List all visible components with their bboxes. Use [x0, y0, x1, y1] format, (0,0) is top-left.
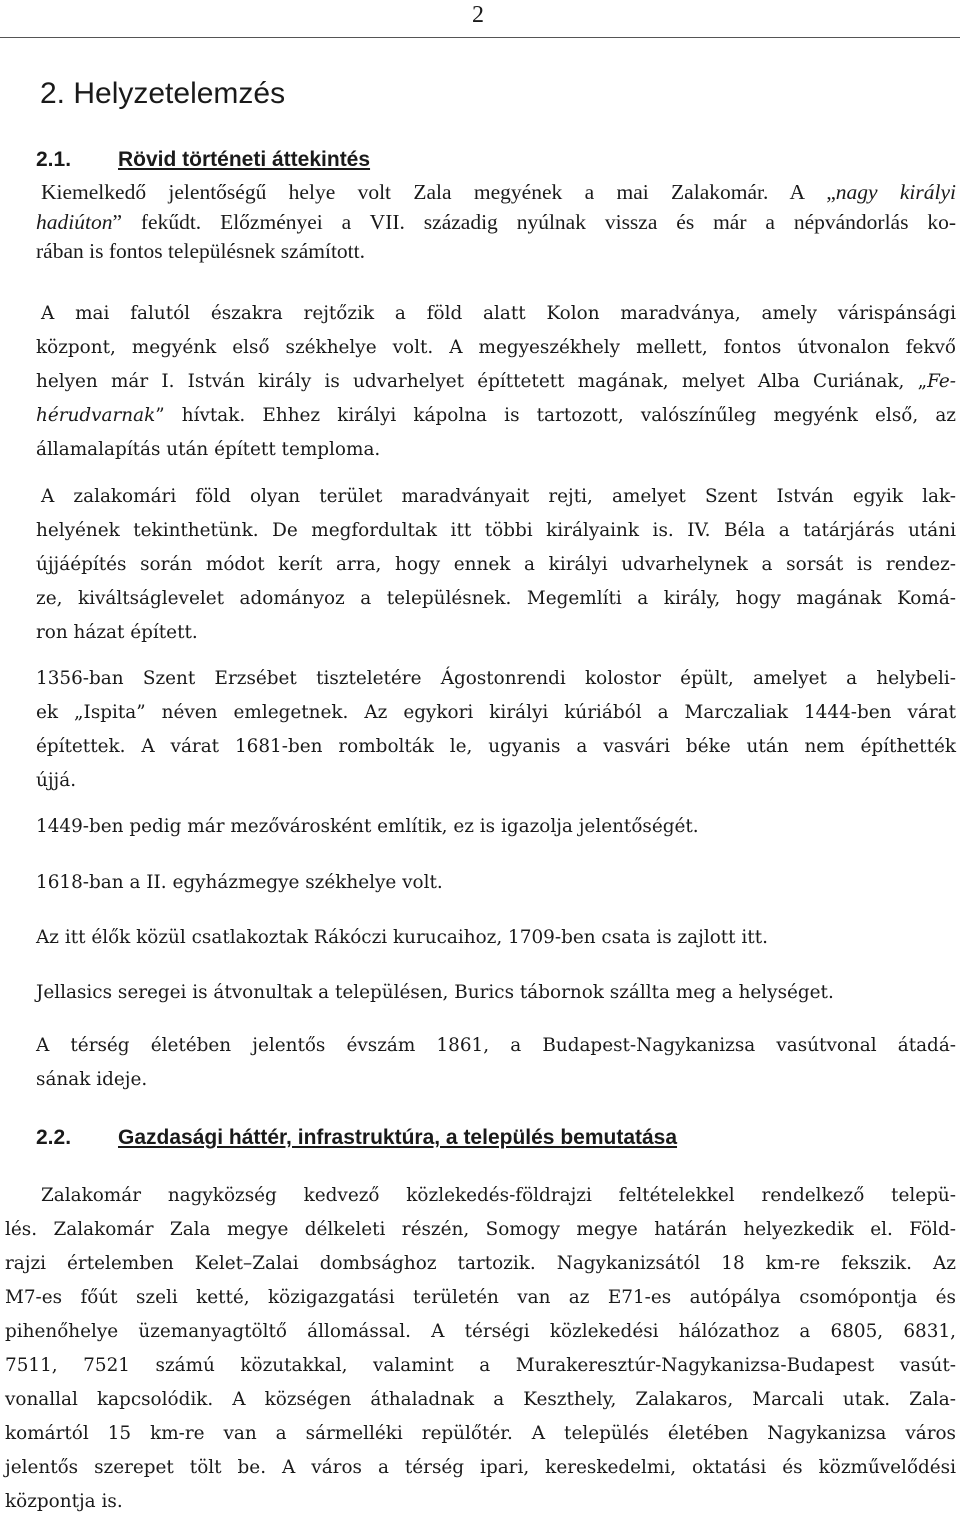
text-line: A zalakomári föld olyan terület maradványait rejti, amelyet Szent István egyik lak- [41, 486, 956, 507]
subsection-title: Rövid történeti áttekintés [118, 148, 371, 171]
text-line: lés. Zalakomár Zala megye délkeleti részén, Somogy megye határán helyezkedik el. Föld- [5, 1219, 956, 1240]
section-heading: 2. Helyzetelemzés [40, 77, 286, 110]
paragraph-1449 [36, 810, 956, 844]
text-line: építettek. A várat 1681-ben rombolták le, ugyanis a vasvári béke után nem építhették [36, 736, 956, 757]
text-line: 7511, 7521 számú közutakkal, valamint a Murakeresztúr-Nagykanizsa-Budapest vasút- [5, 1355, 956, 1376]
paragraph-rakoczi [36, 921, 956, 955]
page-number: 2 [472, 2, 484, 28]
text-line: 1618-ban a II. egyházmegye székhelye volt. [36, 872, 443, 893]
paragraph-1356 [36, 662, 956, 798]
text-line: Kiemelkedő jelentőségű helye volt Zala megyének a mai Zalakomár. A „nagy királyi [41, 180, 956, 204]
subsection-number: 2.1. [36, 148, 72, 171]
paragraph-1618 [36, 866, 956, 900]
text-line: Az itt élők közül csatlakoztak Rákóczi kurucaihoz, 1709-ben csata is zajlott itt. [36, 927, 768, 948]
text-line: ron házat épített. [36, 622, 198, 643]
text-line: Jellasics seregei is átvonultak a településen, Burics tábornok szállta meg a helységet. [36, 982, 834, 1003]
text-line: komártól 15 km-re van a sármelléki repülőtér. A település életében Nagykanizsa város [5, 1423, 956, 1444]
subsection-heading-2-2 [36, 1124, 677, 1152]
text-line: 1356-ban Szent Erzsébet tiszteletére Ágostonrendi kolostor épült, amelyet a helybeli- [36, 668, 956, 689]
paragraph-gazdasag [5, 1179, 956, 1519]
text-line: helyen már I. István király is udvarhelyet építtetett magának, melyet Alba Curiának, „Fe- [36, 371, 956, 392]
text-line: A mai falutól északra rejtőzik a föld alatt Kolon maradványa, amely várispánsági [41, 303, 956, 324]
text-line: hérudvarnak” hívtak. Ehhez királyi kápolna is tartozott, valószínűleg megyénk első, az [36, 405, 956, 426]
text-line: hadiúton” fekűdt. Előzményei a VII. századig nyúlnak vissza és már a népvándorlás ko- [36, 209, 956, 234]
text-line: központ, megyénk első székhelye volt. A megyeszékhely mellett, fontos útvonalon fekvő [36, 337, 956, 358]
subsection-number: 2.2. [36, 1126, 72, 1149]
paragraph-jellasics [36, 976, 956, 1010]
paragraph-kolon [36, 297, 956, 467]
text-line: rában is fontos településnek számított. [36, 239, 365, 263]
paragraph-szent-istvan [36, 480, 956, 650]
subsection-title: Gazdasági háttér, infrastruktúra, a település bemutatása [118, 1126, 678, 1149]
text-line: újjá. [36, 770, 77, 791]
text-line: központja is. [5, 1491, 123, 1512]
text-line: államalapítás után épített temploma. [36, 439, 381, 460]
text-line: pihenőhelye üzemanyagtöltő állomással. A térségi közlekedési hálózathoz a 6805, 6831, [5, 1321, 956, 1342]
text-line: M7-es főút szeli ketté, közigazgatási területén van az E71-es autópálya csomópontja és [5, 1287, 956, 1308]
text-line: vonallal kapcsolódik. A községen áthaladnak a Keszthely, Zalakaros, Marcali utak. Zala- [5, 1389, 956, 1410]
text-line: 1449-ben pedig már mezővárosként említik, ez is igazolja jelentőségét. [36, 816, 699, 837]
paragraph-intro [36, 178, 956, 267]
text-line: újjáépítés során módot kerít arra, hogy ennek a királyi udvarhelynek a sorsát is rendez- [36, 554, 956, 575]
text-line: rajzi értelemben Kelet–Zalai dombsághoz tartozik. Nagykanizsától 18 km-re fekszik. Az [5, 1253, 956, 1274]
subsection-heading-2-1 [36, 146, 370, 174]
text-line: sának ideje. [36, 1069, 148, 1090]
text-line: jelentős szerepet tölt be. A város a térség ipari, kereskedelmi, oktatási és közművelődési [5, 1457, 956, 1478]
text-line: A térség életében jelentős évszám 1861, a Budapest-Nagykanizsa vasútvonal átadá- [36, 1035, 956, 1056]
text-line: ek „Ispita” néven emlegetnek. Az egykori királyi kúriából a Marczaliak 1444-ben várat [36, 702, 956, 723]
paragraph-1861 [36, 1029, 956, 1097]
text-line: ze, kiváltságlevelet adományoz a településnek. Megemlíti a király, hogy magának Komá- [36, 588, 956, 609]
text-line: Zalakomár nagyközség kedvező közlekedés-földrajzi feltételekkel rendelkező telepü- [41, 1185, 956, 1206]
text-line: helyének tekinthetünk. De megfordultak itt többi királyaink is. IV. Béla a tatárjárás utáni [36, 520, 956, 541]
header-rule [0, 37, 960, 38]
